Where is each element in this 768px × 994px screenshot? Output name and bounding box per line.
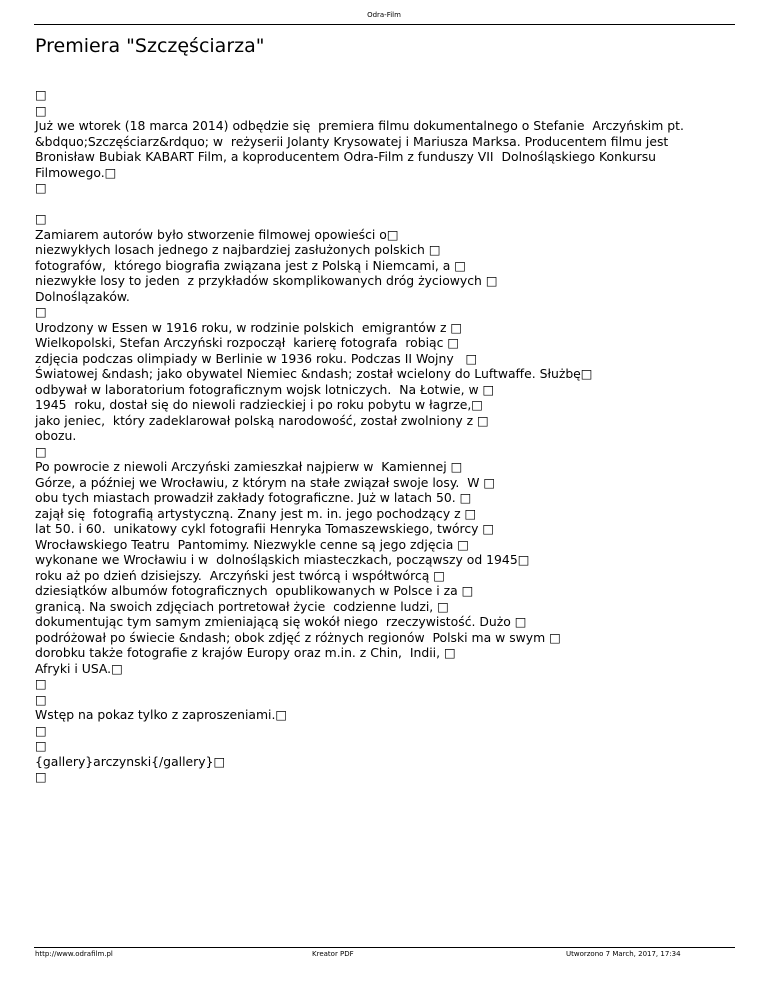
article-line: granicą. Na swoich zdjęciach portretował życie codzienne ludzi, □ [35,598,449,614]
page-title: Premiera "Szczęściarza" [35,35,265,57]
article-line: Filmowego.□ [35,164,117,180]
article-line: Wstęp na pokaz tylko z zaproszeniami.□ [35,707,288,722]
article-line: □ [35,691,47,707]
article-line: □ [35,722,47,738]
article-line: □ [35,211,47,226]
article-line: □ [35,102,47,118]
article-body [35,87,735,785]
article-line: Wielkopolski, Stefan Arczyński rozpoczął karierę fotografa robiąc □ [35,335,460,350]
article-line: □ [35,769,47,784]
article-line: □ [35,738,47,753]
article-line: 1945 roku, dostał się do niewoli radzieckiej i po roku pobytu w łagrze,□ [35,397,483,412]
article-line: zajął się fotografią artystyczną. Znany jest m. in. jego pochodzący z □ [35,505,477,521]
article-line: □ [35,180,47,195]
article-line: niezwykłych losach jednego z najbardziej zasłużonych polskich □ [35,242,441,257]
article-line: Górze, a później we Wrocławiu, z którym na stałe związał swoje losy. W □ [35,474,496,490]
article-line: Urodzony w Essen w 1916 roku, w rodzinie polskich emigrantów z □ [35,319,463,335]
article-line: Bronisław Bubiak KABART Film, a koproducentem Odra-Film z funduszy VII Dolnośląskiego Konkursu [35,149,657,164]
article-line: niezwykłe losy to jeden z przykładów skomplikowanych dróg życiowych □ [35,273,498,288]
article-line: dziesiątków albumów fotograficznych opublikowanych w Polsce i za □ [35,583,474,598]
footer-divider [34,947,735,948]
article-line: odbywał w laboratorium fotograficznym wojsk lotniczych. Na Łotwie, w □ [35,381,495,397]
article-line: Zamiarem autorów było stworzenie filmowej opowieści o□ [35,226,399,242]
article-line: obozu. [35,428,77,443]
article-line: podróżował po świecie &ndash; obok zdjęć z różnych regionów Polski ma w swym □ [35,629,561,645]
footer-generator: Kreator PDF [312,950,354,958]
article-line: dorobku także fotografie z krajów Europy oraz m.in. z Chin, Indii, □ [35,645,456,660]
article-line: □ [35,87,47,102]
article-line [35,196,735,212]
footer-url: http://www.odrafilm.pl [35,950,113,958]
footer-created-date: Utworzono 7 March, 2017, 17:34 [566,950,681,958]
article-line: Światowej &ndash; jako obywatel Niemiec &ndash; został wcielony do Luftwaffe. Służbę□ [35,366,593,381]
article-line: □ [35,304,47,319]
article-line: □ [35,676,47,691]
article-line: dokumentując tym samym zmieniającą się wokół niego rzeczywistość. Dużo □ [35,614,527,629]
article-line: lat 50. i 60. unikatowy cykl fotografii Henryka Tomaszewskiego, twórcy □ [35,521,495,536]
article-line: roku aż po dzień dzisiejszy. Arczyński jest twórcą i współtwórcą □ [35,567,446,583]
article-line: Już we wtorek (18 marca 2014) odbędzie się premiera filmu dokumentalnego o Stefanie Arczyńskim pt. [35,118,684,133]
article-line: Wrocławskiego Teatru Pantomimy. Niezwykle cenne są jego zdjęcia □ [35,536,469,552]
header-divider [34,24,735,25]
article-line: Afryki i USA.□ [35,660,123,676]
header-site-name: Odra-Film [367,11,401,19]
article-line: Dolnoślązaków. [35,288,130,304]
article-line: {gallery}arczynski{/gallery}□ [35,753,226,769]
article-line: wykonane we Wrocławiu i w dolnośląskich miasteczkach, począwszy od 1945□ [35,552,530,567]
article-line: □ [35,443,47,459]
article-line: zdjęcia podczas olimpiady w Berlinie w 1936 roku. Podczas II Wojny □ [35,350,478,366]
article-line: &bdquo;Szczęściarz&rdquo; w reżyserii Jolanty Krysowatej i Mariusza Marksa. Producentem filmu jest [35,133,669,149]
article-line: fotografów, którego biografia związana jest z Polską i Niemcami, a □ [35,257,466,273]
article-line: Po powrocie z niewoli Arczyński zamieszkał najpierw w Kamiennej □ [35,459,463,474]
article-line: obu tych miastach prowadził zakłady fotograficzne. Już w latach 50. □ [35,490,472,505]
article-line: jako jeniec, który zadeklarował polską narodowość, został zwolniony z □ [35,412,489,428]
